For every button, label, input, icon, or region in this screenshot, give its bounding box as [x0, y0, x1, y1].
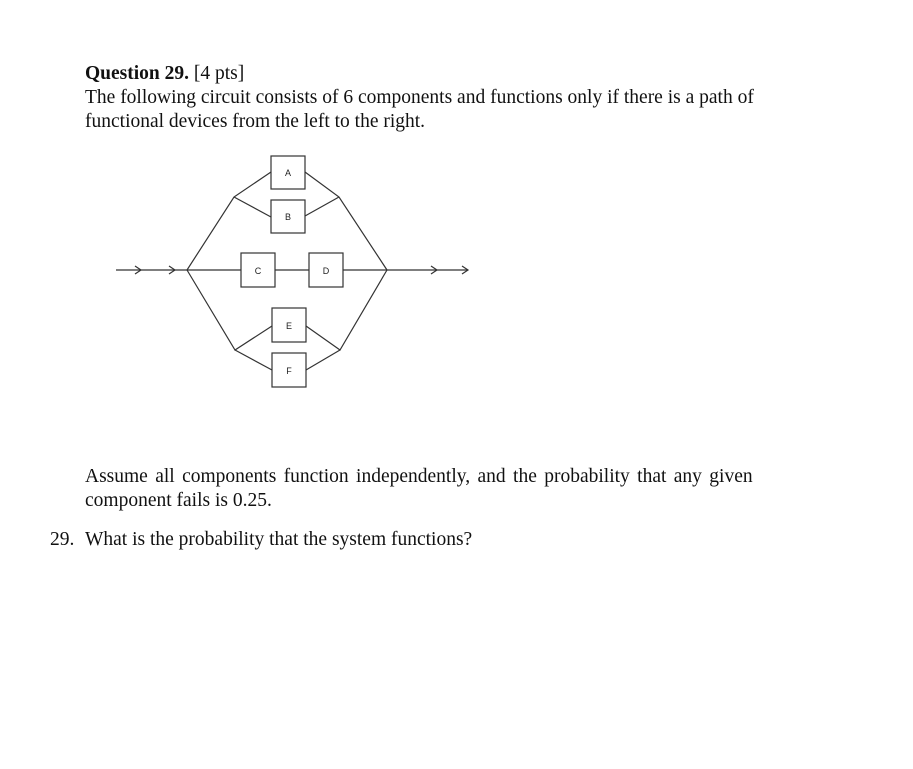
label-b: B [284, 212, 292, 222]
assume-line-1: Assume all components function independently, and the probability that any given [85, 466, 753, 487]
label-f: F [286, 366, 292, 376]
label-e: E [285, 321, 293, 331]
question-prompt: What is the probability that the system functions? [85, 529, 473, 550]
label-d: D [322, 266, 330, 276]
intro-line-1: The following circuit consists of 6 components and functions only if there is a path of [85, 87, 754, 108]
question-points: [4 pts] [193, 63, 245, 84]
label-c: C [254, 266, 262, 276]
question-title: Question 29. [85, 63, 190, 84]
label-a: A [284, 168, 292, 178]
question-number: 29. [50, 529, 75, 550]
assume-line-2: component fails is 0.25. [85, 490, 272, 511]
intro-line-2: functional devices from the left to the right. [85, 111, 426, 132]
